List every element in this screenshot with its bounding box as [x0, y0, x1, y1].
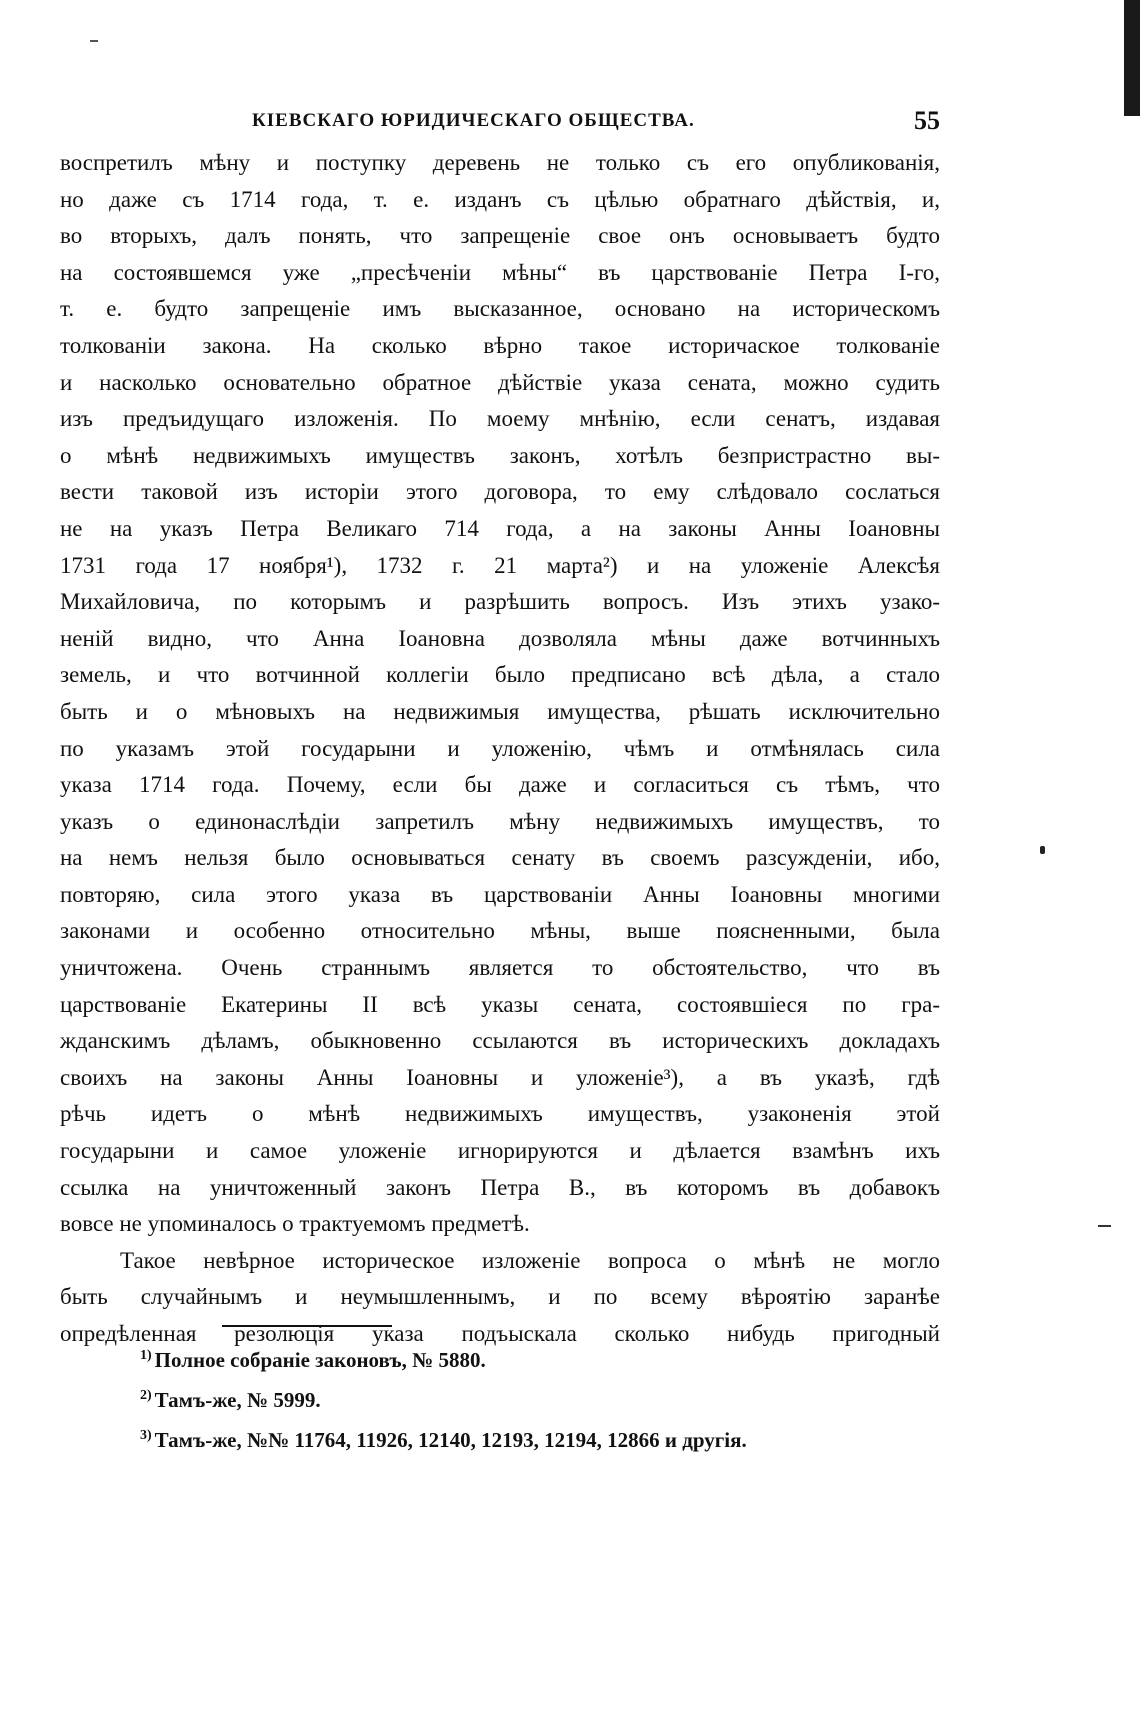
text-line: уничтожена. Очень страннымъ является то обстоятельство, что въ [60, 955, 940, 981]
footnote-text: Полное собраніе законовъ, № 5880. [154, 1348, 486, 1372]
page-number: 55 [914, 106, 940, 135]
text-line: и насколько основательно обратное дѣйствіе указа сената, можно судить [60, 369, 940, 395]
text-line: на немъ нельзя было основываться сенату въ своемъ разсужденіи, ибо, [60, 845, 940, 871]
text-line: рѣчь идетъ о мѣнѣ недвижимыхъ имуществъ, узаконенія этой [60, 1101, 940, 1127]
text-line: земель, и что вотчинной коллегіи было предписано всѣ дѣла, а стало [60, 662, 940, 688]
running-title: КІЕВСКАГО ЮРИДИЧЕСКАГО ОБЩЕСТВА. [252, 110, 695, 131]
footnote-text: Тамъ-же, №№ 11764, 11926, 12140, 12193, 12194, 12866 и другія. [154, 1428, 747, 1452]
text-line: о мѣнѣ недвижимыхъ имуществъ законъ, хотѣлъ безпристрастно вы- [60, 442, 940, 468]
main-text [60, 145, 940, 1353]
text-line: государыни и самое уложеніе игнорируются и дѣлается взамѣнъ ихъ [60, 1138, 940, 1164]
text-line: указа 1714 года. Почему, если бы даже и согласиться съ тѣмъ, что [60, 772, 940, 798]
footnote-text: Тамъ-же, № 5999. [154, 1388, 321, 1412]
text-line: вести таковой изъ исторіи этого договора, то ему слѣдовало сослаться [60, 479, 940, 505]
scan-speck [90, 40, 98, 42]
text-line: повторяю, сила этого указа въ царствованіи Анны Іоановны многими [60, 881, 940, 907]
footnote-divider [222, 1325, 392, 1327]
footnote [140, 1418, 960, 1458]
footnote-mark: 1) [140, 1348, 152, 1363]
footnote [140, 1338, 960, 1378]
text-line: царствованіе Екатерины II всѣ указы сената, состоявшіеся по гра- [60, 991, 940, 1017]
text-line: но даже съ 1714 года, т. е. изданъ съ цѣлью обратнаго дѣйствія, и, [60, 186, 940, 212]
text-line: т. е. будто запрещеніе имъ высказанное, основано на историческомъ [60, 296, 940, 322]
text-line: указъ о единонаслѣдіи запретилъ мѣну недвижимыхъ имуществъ, то [60, 808, 940, 834]
text-line: своихъ на законы Анны Іоановны и уложеніе³), а въ указѣ, гдѣ [60, 1064, 940, 1090]
text-line: опредѣленная резолюція указа подъыскала сколько нибудь пригодный [60, 1321, 940, 1346]
text-line: законами и особенно относительно мѣны, выше поясненными, была [60, 918, 940, 944]
text-line: вовсе не упоминалось о трактуемомъ предметѣ. [60, 1211, 530, 1237]
text-line: Михайловича, по которымъ и разрѣшить вопросъ. Изъ этихъ узако- [60, 589, 940, 615]
text-line: неній видно, что Анна Іоановна дозволяла мѣны даже вотчинныхъ [60, 625, 940, 651]
footnote [140, 1378, 960, 1418]
text-line: во вторыхъ, далъ понять, что запрещеніе свое онъ основываетъ будто [60, 223, 940, 249]
page-header [60, 106, 940, 146]
text-line: быть и о мѣновыхъ на недвижимыя имущества, рѣшать исключительно [60, 698, 940, 724]
text-line: Такое невѣрное историческое изложеніе вопроса о мѣнѣ не могло [120, 1247, 940, 1273]
scan-speck [1098, 1225, 1111, 1227]
text-line: быть случайнымъ и неумышленнымъ, и по всему вѣроятію заранѣе [60, 1284, 940, 1310]
text-line: изъ предъидущаго изложенія. По моему мнѣнію, если сенатъ, издавая [60, 406, 940, 432]
text-line: ссылка на уничтоженный законъ Петра В., въ которомъ въ добавокъ [60, 1174, 940, 1200]
text-line: не на указъ Петра Великаго 714 года, а на законы Анны Іоановны [60, 515, 940, 541]
footnotes [140, 1338, 960, 1458]
scan-edge-shadow [1124, 0, 1140, 116]
scan-speck [1040, 846, 1045, 854]
footnote-mark: 2) [140, 1388, 152, 1403]
text-line: на состоявшемся уже „пресѣченіи мѣны“ въ царствованіе Петра I-го, [60, 259, 940, 285]
text-line: воспретилъ мѣну и поступку деревень не только съ его опубликованія, [60, 150, 940, 175]
text-line: 1731 года 17 ноября¹), 1732 г. 21 марта²) и на уложеніе Алексѣя [60, 552, 940, 578]
text-line: по указамъ этой государыни и уложенію, чѣмъ и отмѣнялась сила [60, 735, 940, 761]
text-line: жданскимъ дѣламъ, обыкновенно ссылаются въ историческихъ докладахъ [60, 1028, 940, 1054]
footnote-mark: 3) [140, 1428, 152, 1443]
text-line: толкованіи закона. На сколько вѣрно такое историчаское толкованіе [60, 332, 940, 358]
